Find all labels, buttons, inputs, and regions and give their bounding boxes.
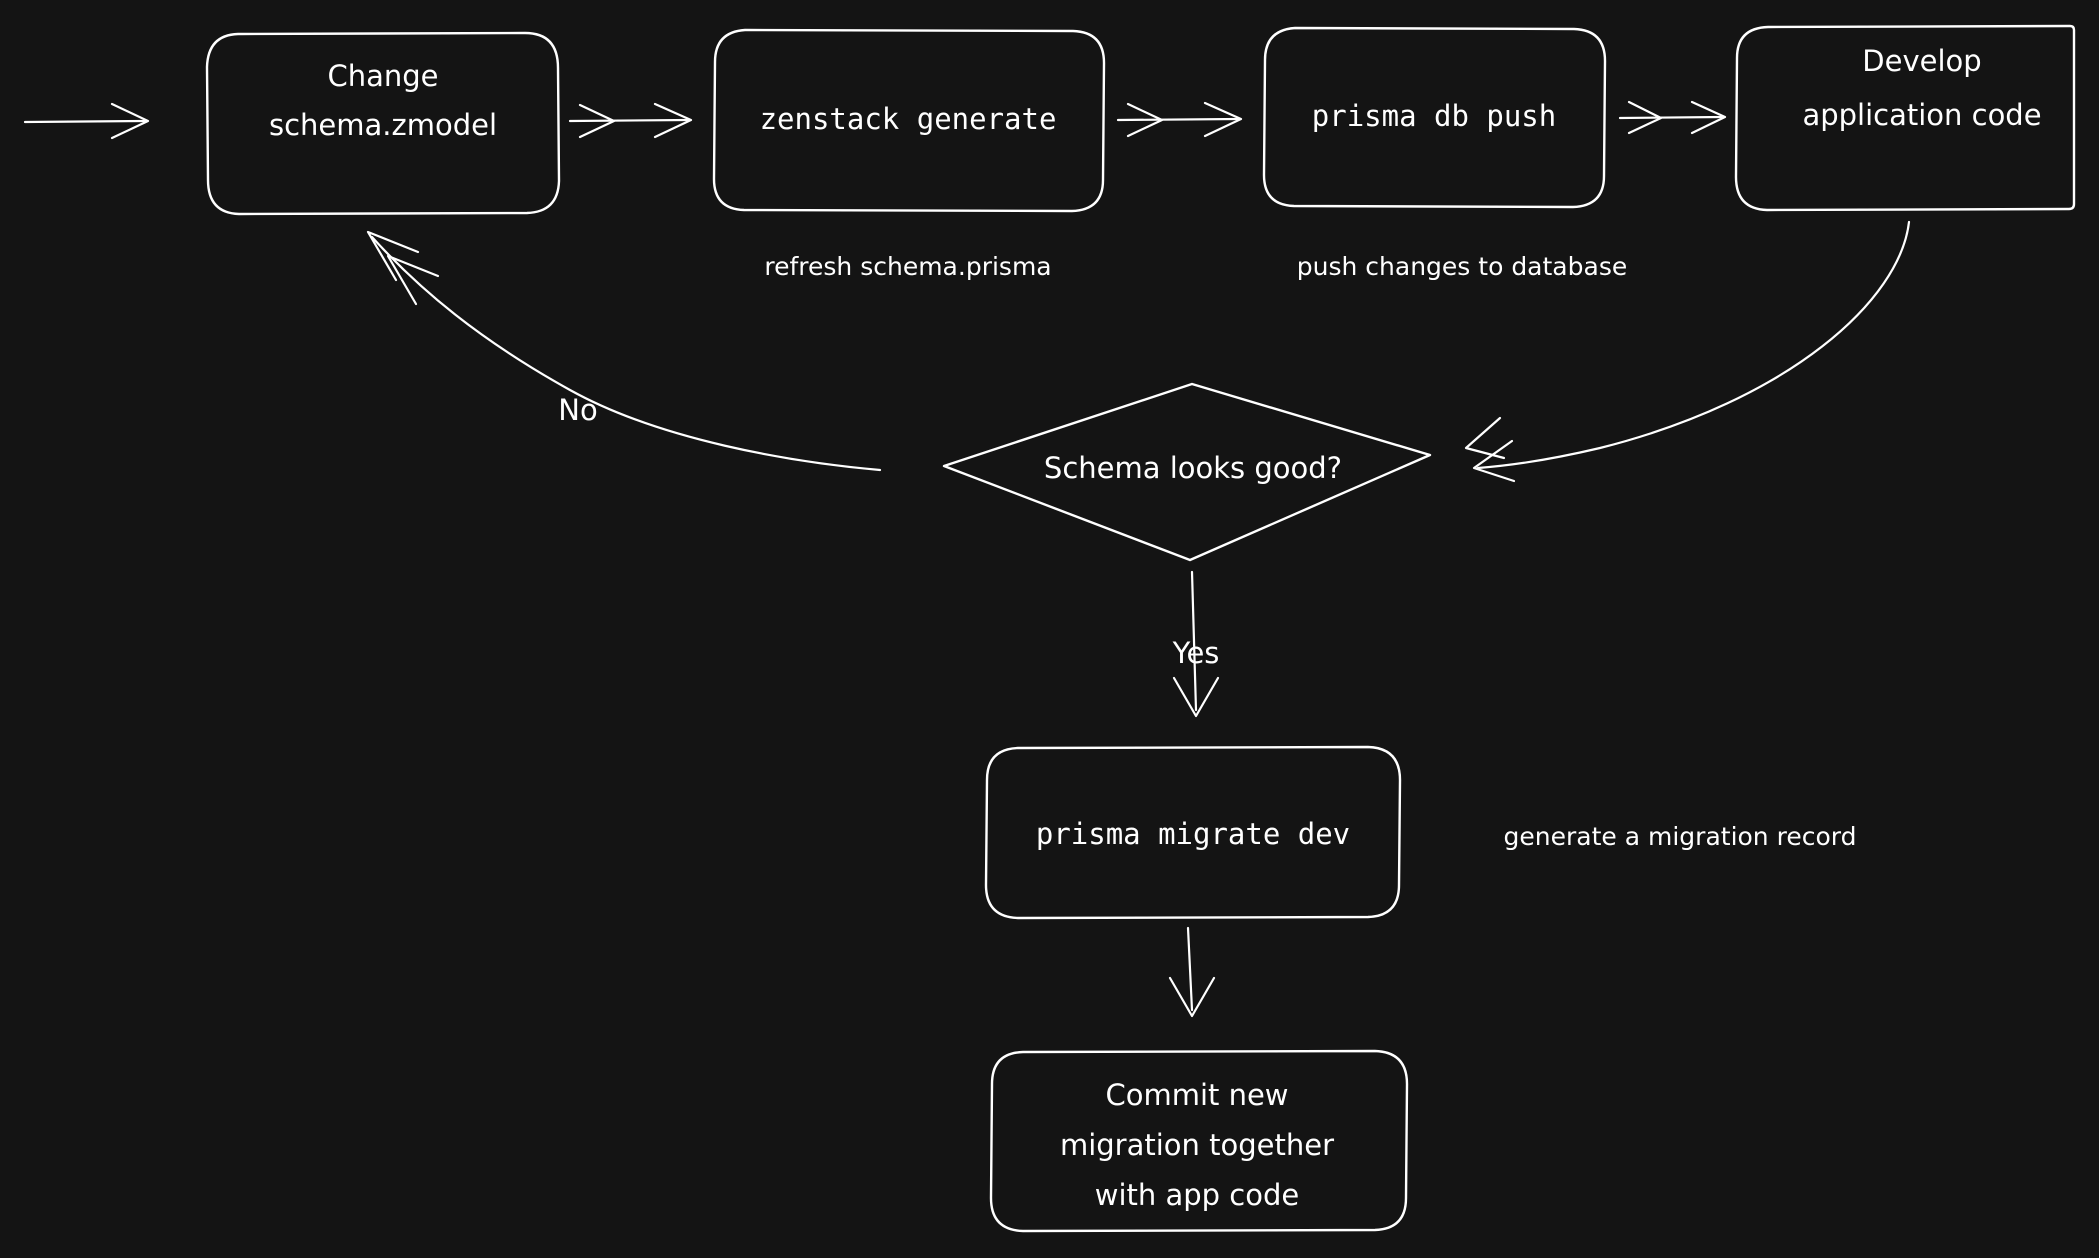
node-change-schema-line2: schema.zmodel: [268, 108, 498, 142]
note-refresh-schema-prisma: refresh schema.prisma: [764, 252, 1052, 281]
edge-start: [25, 104, 148, 138]
node-change-schema-line1: Change: [327, 59, 439, 93]
node-prisma-migrate-dev[interactable]: [986, 747, 1400, 918]
node-commit-migration-line2: migration together: [1059, 1128, 1335, 1162]
edge-label-yes: Yes: [1172, 636, 1220, 670]
node-prisma-db-push-label: prisma db push: [1311, 99, 1557, 133]
edge-generate-to-push: [1118, 103, 1241, 136]
node-zenstack-generate[interactable]: [714, 30, 1104, 211]
edge-migrate-to-commit: [1170, 928, 1214, 1016]
edge-push-to-develop: [1620, 102, 1725, 133]
node-develop-app-code[interactable]: [1736, 26, 2074, 210]
edge-label-no: No: [558, 393, 598, 427]
node-prisma-db-push[interactable]: [1264, 28, 1605, 207]
node-change-schema[interactable]: [207, 33, 559, 214]
node-develop-app-code-line2: application code: [1802, 98, 2042, 132]
node-commit-migration-line3: with app code: [1094, 1178, 1300, 1212]
edge-change-to-generate: [570, 104, 691, 137]
node-prisma-migrate-dev-label: prisma migrate dev: [1035, 817, 1351, 851]
node-commit-migration[interactable]: [991, 1051, 1407, 1231]
note-generate-migration-record: generate a migration record: [1503, 822, 1857, 851]
node-commit-migration-line1: Commit new: [1105, 1078, 1289, 1112]
node-schema-looks-good-label: Schema looks good?: [1043, 451, 1343, 485]
node-schema-looks-good[interactable]: [944, 384, 1430, 560]
note-push-changes-to-database: push changes to database: [1296, 252, 1628, 281]
node-develop-app-code-line1: Develop: [1862, 44, 1982, 78]
node-zenstack-generate-label: zenstack generate: [759, 102, 1057, 136]
edge-decision-yes: [1172, 572, 1220, 716]
